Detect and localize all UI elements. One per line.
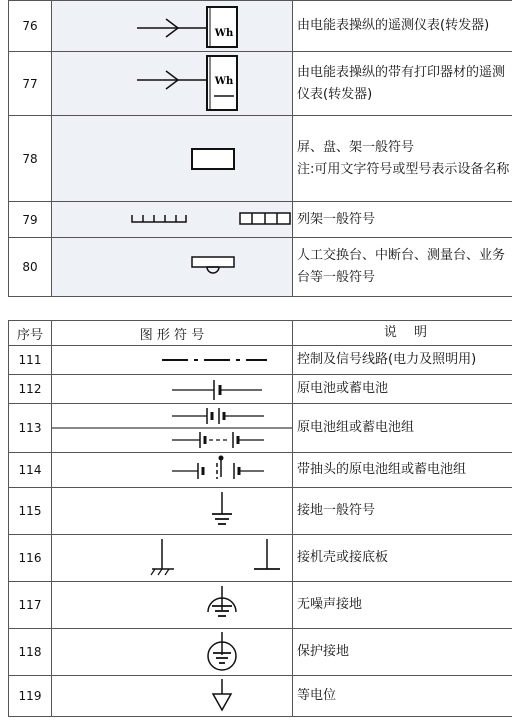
symbol-cell [52, 346, 293, 375]
table-row [9, 404, 512, 453]
description: 带抽头的原电池组或蓄电池组 [293, 453, 512, 488]
description: 接地一般符号 [293, 488, 512, 535]
header-description: 说 明 [293, 321, 512, 346]
symbol-cell [52, 629, 293, 676]
row-number: 116 [9, 535, 52, 582]
panel-symbol [52, 116, 292, 201]
table-row [9, 535, 512, 582]
ground-symbol [52, 488, 292, 534]
symbol-cell [52, 116, 293, 202]
description: 原电池或蓄电池 [293, 375, 512, 404]
table-row [9, 375, 512, 404]
row-number: 78 [9, 116, 52, 202]
symbol-cell [52, 404, 293, 453]
table-row [9, 116, 512, 202]
symbol-cell [52, 453, 293, 488]
row-number: 79 [9, 202, 52, 238]
chassis-ground-symbol [52, 535, 292, 581]
row-number: 117 [9, 582, 52, 629]
table-row [9, 1, 512, 52]
battery-group-symbol [52, 404, 292, 452]
header-symbol: 图 形 符 号 [52, 321, 293, 346]
description: 无噪声接地 [293, 582, 512, 629]
description: 接机壳或接底板 [293, 535, 512, 582]
protective-ground-symbol [52, 629, 292, 675]
table-row [9, 346, 512, 375]
row-number: 77 [9, 52, 52, 116]
description: 保护接地 [293, 629, 512, 676]
row-number: 76 [9, 1, 52, 52]
table-row [9, 238, 512, 297]
battery-symbol [52, 375, 292, 403]
table-row [9, 629, 512, 676]
meter-label: Wh [214, 28, 234, 39]
description: 等电位 [293, 676, 512, 717]
symbol-cell [52, 202, 293, 238]
row-number: 115 [9, 488, 52, 535]
symbol-table-2 [8, 320, 512, 717]
description: 由电能表操纵的遥测仪表(转发器) [293, 1, 512, 52]
meter-label: Wh [214, 76, 234, 87]
table-header-row [9, 321, 512, 346]
table-row [9, 676, 512, 717]
symbol-cell [52, 1, 293, 52]
switchboard-symbol [52, 238, 292, 296]
printing-telemeter-symbol [52, 52, 292, 115]
description: 原电池组或蓄电池组 [293, 404, 512, 453]
row-number: 80 [9, 238, 52, 297]
control-line-symbol [52, 346, 292, 374]
symbol-cell [52, 238, 293, 297]
row-number: 119 [9, 676, 52, 717]
telemeter-symbol [52, 1, 292, 51]
header-number: 序号 [9, 321, 52, 346]
row-number: 118 [9, 629, 52, 676]
symbol-cell [52, 676, 293, 717]
description [293, 116, 512, 202]
description: 人工交换台、中断台、测量台、业务台等一般符号 [293, 238, 512, 297]
row-number: 114 [9, 453, 52, 488]
description-note: 注:可用文字符号或型号表示设备名称 [297, 161, 510, 177]
table-row [9, 202, 512, 238]
table-row [9, 582, 512, 629]
table-row [9, 52, 512, 116]
symbol-cell [52, 488, 293, 535]
symbol-cell [52, 52, 293, 116]
description: 列架一般符号 [293, 202, 512, 238]
table-row [9, 488, 512, 535]
noiseless-ground-symbol [52, 582, 292, 628]
row-number: 112 [9, 375, 52, 404]
row-number: 113 [9, 404, 52, 453]
row-number: 111 [9, 346, 52, 375]
description: 由电能表操纵的带有打印器材的遥测仪表(转发器) [293, 52, 512, 116]
equipotential-symbol [52, 676, 292, 716]
description-line: 屏、盘、架一般符号 [297, 139, 415, 155]
symbol-cell [52, 375, 293, 404]
description: 控制及信号线路(电力及照明用) [293, 346, 512, 375]
symbol-cell [52, 582, 293, 629]
symbol-cell [52, 535, 293, 582]
tapped-battery-symbol [52, 453, 292, 487]
symbol-table-1 [8, 0, 512, 297]
table-row [9, 453, 512, 488]
rack-symbol [52, 202, 292, 237]
